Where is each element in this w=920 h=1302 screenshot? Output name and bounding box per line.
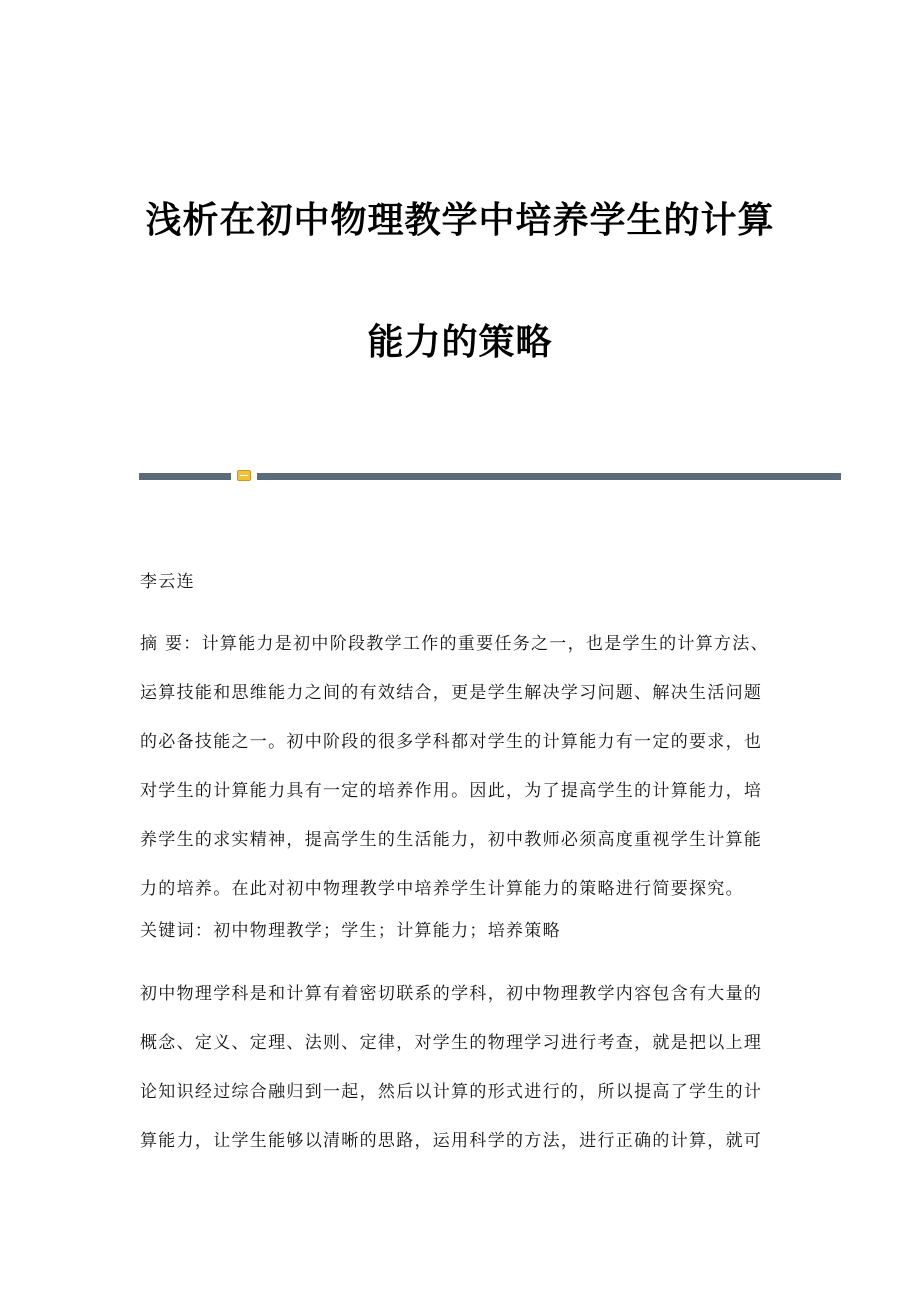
author-name: 李云连 xyxy=(140,572,195,592)
body-line: 论知识经过综合融归到一起，然后以计算的形式进行的，所以提高了学生的计 xyxy=(140,1082,763,1102)
body-line: 算能力，让学生能够以清晰的思路，运用科学的方法，进行正确的计算，就可 xyxy=(140,1131,763,1151)
document-title-line-1: 浅析在初中物理教学中培养学生的计算 xyxy=(145,200,775,241)
abstract-line: 摘 要：计算能力是初中阶段教学工作的重要任务之一，也是学生的计算方法、 xyxy=(140,634,769,654)
abstract-line: 力的培养。在此对初中物理教学中培养学生计算能力的策略进行简要探究。 xyxy=(140,879,744,899)
abstract-line: 养学生的求实精神，提高学生的生活能力，初中教师必须高度重视学生计算能 xyxy=(140,830,763,850)
body-line: 初中物理学科是和计算有着密切联系的学科，初中物理教学内容包含有大量的 xyxy=(140,984,763,1004)
abstract-line: 对学生的计算能力具有一定的培养作用。因此，为了提高学生的计算能力，培 xyxy=(140,781,763,801)
keywords-line: 关键词：初中物理教学；学生；计算能力；培养策略 xyxy=(140,921,561,941)
abstract-line: 运算技能和思维能力之间的有效结合，更是学生解决学习问题、解决生活问题 xyxy=(140,683,763,703)
divider-bar-right xyxy=(257,473,841,480)
title-divider xyxy=(139,470,841,482)
abstract-line: 的必备技能之一。初中阶段的很多学科都对学生的计算能力有一定的要求，也 xyxy=(140,732,763,752)
divider-bar-left xyxy=(139,473,231,480)
body-line: 概念、定义、定理、法则、定律，对学生的物理学习进行考查，就是把以上理 xyxy=(140,1033,763,1053)
document-title-line-2: 能力的策略 xyxy=(367,322,553,363)
divider-ornament-line xyxy=(240,475,248,476)
abstract-paragraph xyxy=(140,620,780,914)
body-paragraph xyxy=(140,970,780,1166)
